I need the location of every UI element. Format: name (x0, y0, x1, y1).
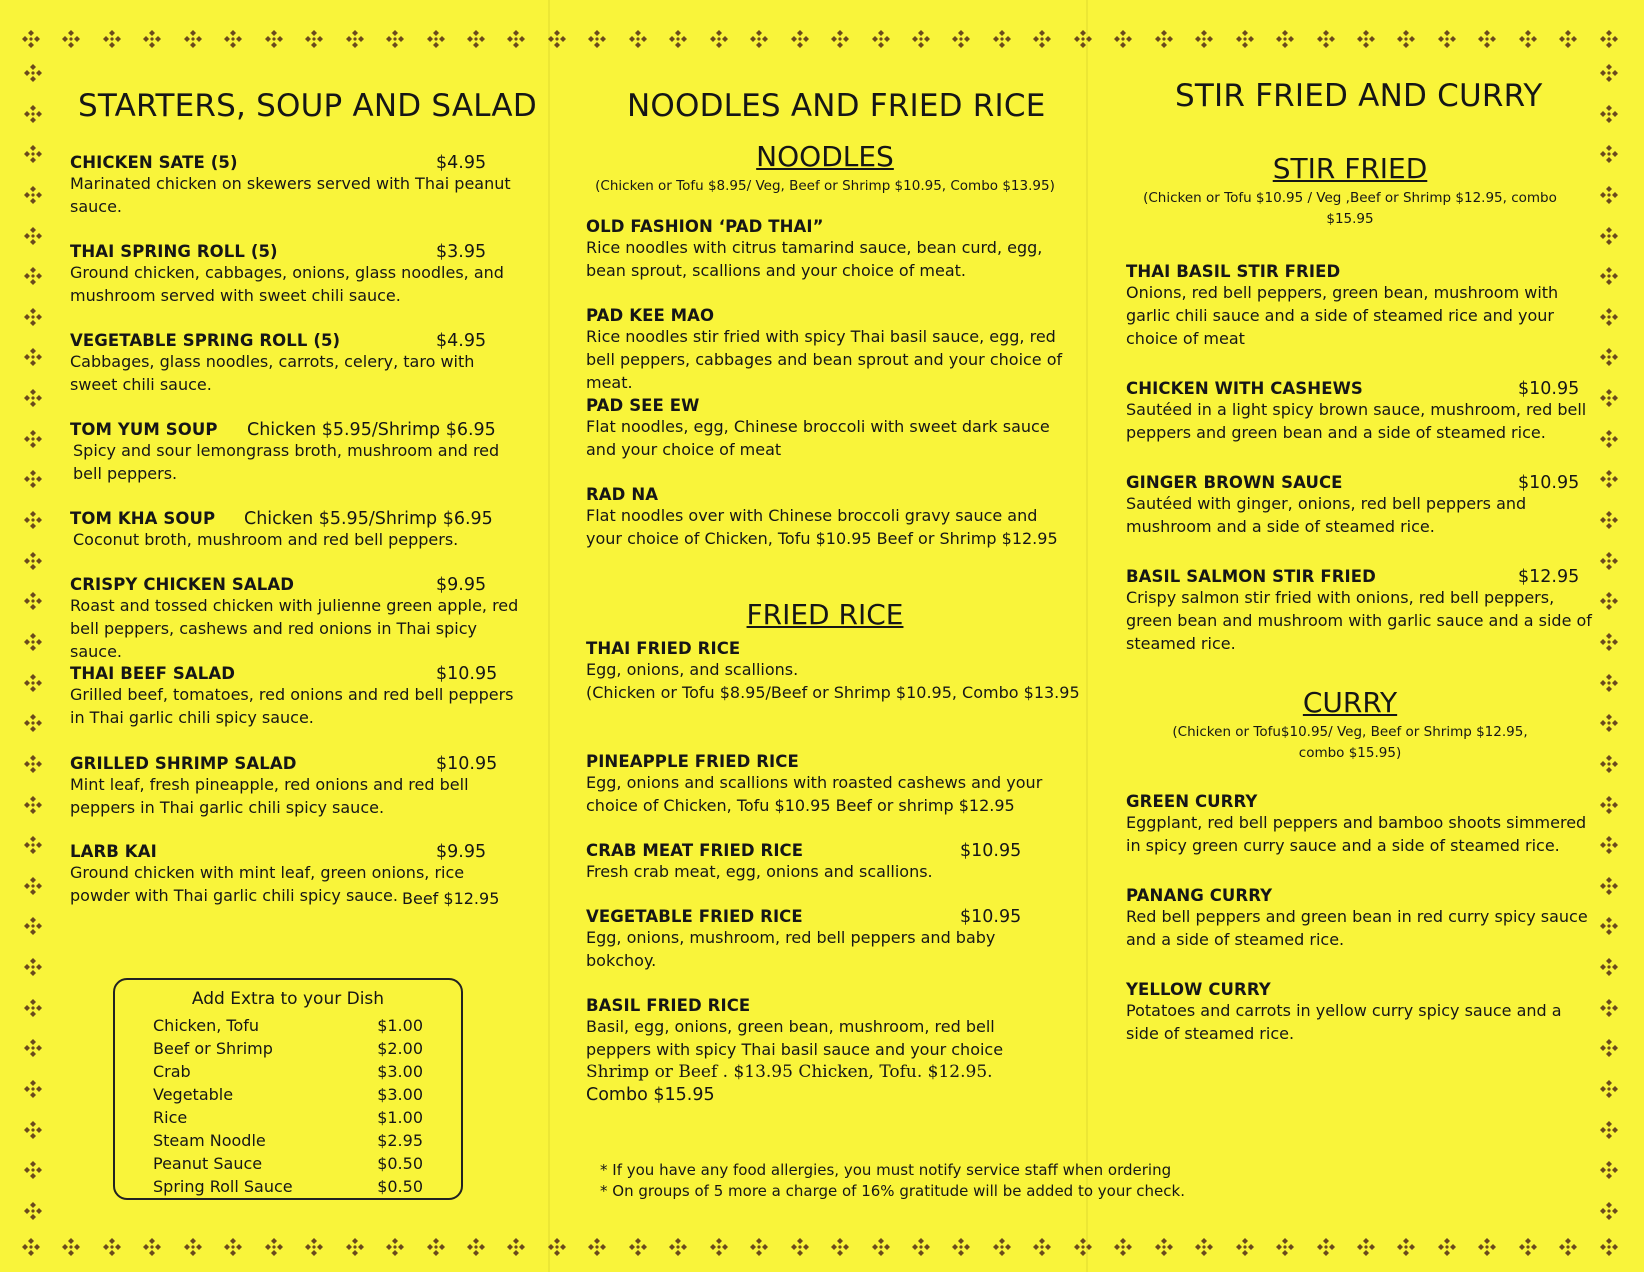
item-name: THAI SPRING ROLL (5) (70, 242, 278, 261)
diamond-cluster-icon (22, 62, 44, 84)
diamond-cluster-icon (22, 1119, 44, 1141)
item-description: Rice noodles stir fried with spicy Thai basil sauce, egg, red bell peppers, cabbages and bean sprout and your choice of meat. (586, 327, 1063, 392)
diamond-cluster-icon (22, 753, 44, 775)
item-name: LARB KAI (70, 842, 157, 861)
diamond-cluster-icon (1598, 28, 1620, 50)
menu-item (586, 217, 1066, 282)
diamond-cluster-icon (425, 1236, 447, 1258)
diamond-cluster-icon (101, 1236, 123, 1258)
diamond-cluster-icon (22, 225, 44, 247)
diamond-cluster-icon (182, 1236, 204, 1258)
diamond-cluster-icon (425, 28, 447, 50)
diamond-cluster-icon (667, 28, 689, 50)
extra-name: Chicken, Tofu (153, 1016, 260, 1035)
item-description: Fresh crab meat, egg, onions and scallions. (586, 862, 933, 881)
diamond-cluster-icon (991, 1236, 1013, 1258)
extra-row (153, 1129, 423, 1152)
diamond-cluster-icon (586, 28, 608, 50)
item-description: Mint leaf, fresh pineapple, red onions and red bell peppers in Thai garlic chili spicy sauce. (70, 775, 469, 817)
curry-price-note: (Chicken or Tofu$10.95/ Veg, Beef or Shrimp $12.95, combo $15.95) (1172, 724, 1528, 761)
menu-item (70, 575, 520, 663)
extra-name: Steam Noodle (153, 1131, 266, 1150)
diamond-cluster-icon (627, 28, 649, 50)
diamond-cluster-icon (1112, 1236, 1134, 1258)
extra-name: Crab (153, 1062, 191, 1081)
diamond-cluster-icon (708, 28, 730, 50)
diamond-cluster-icon (22, 265, 44, 287)
menu-item (586, 485, 1066, 550)
diamond-cluster-icon (22, 590, 44, 612)
item-description: Egg, onions, and scallions. (586, 660, 799, 679)
menu-item (70, 842, 530, 907)
diamond-cluster-icon (1072, 1236, 1094, 1258)
diamond-cluster-icon (182, 28, 204, 50)
diamond-cluster-icon (465, 1236, 487, 1258)
diamond-cluster-icon (22, 712, 44, 734)
extra-row (153, 1037, 423, 1060)
gratuity-note: * On groups of 5 more a charge of 16% gratitude will be added to your check. (600, 1182, 1185, 1200)
diamond-cluster-icon (1557, 28, 1579, 50)
diamond-cluster-icon (22, 346, 44, 368)
diamond-cluster-icon (22, 672, 44, 694)
item-name: TOM YUM SOUP (70, 420, 218, 439)
diamond-cluster-icon (22, 428, 44, 450)
diamond-cluster-icon (1395, 1236, 1417, 1258)
diamond-cluster-icon (1598, 590, 1620, 612)
diamond-cluster-icon (1031, 28, 1053, 50)
diamond-cluster-icon (303, 28, 325, 50)
add-extra-title: Add Extra to your Dish (191, 989, 385, 1009)
diamond-cluster-icon (1598, 143, 1620, 165)
menu-item (1126, 567, 1596, 655)
diamond-cluster-icon (384, 28, 406, 50)
diamond-cluster-icon (748, 28, 770, 50)
diamond-cluster-icon (1598, 712, 1620, 734)
item-description: Marinated chicken on skewers served with Thai peanut sauce. (70, 174, 511, 216)
diamond-cluster-icon (1355, 28, 1377, 50)
diamond-cluster-icon (1476, 1236, 1498, 1258)
item-name: CHICKEN SATE (5) (70, 153, 238, 172)
diamond-cluster-icon (1598, 672, 1620, 694)
diamond-cluster-icon (1598, 631, 1620, 653)
item-description: Egg, onions, mushroom, red bell peppers and baby bokchoy. (586, 928, 996, 970)
diamond-cluster-icon (950, 1236, 972, 1258)
item-name: GRILLED SHRIMP SALAD (70, 754, 297, 773)
menu-item (1126, 379, 1596, 444)
extra-price: $3.00 (377, 1085, 423, 1104)
extra-row (153, 1152, 423, 1175)
item-description: Flat noodles, egg, Chinese broccoli with sweet dark sauce and your choice of meat (586, 417, 1050, 459)
diamond-cluster-icon (22, 387, 44, 409)
item-name: YELLOW CURRY (1126, 980, 1271, 999)
extra-name: Rice (153, 1108, 188, 1127)
diamond-cluster-icon (22, 509, 44, 531)
diamond-cluster-icon (22, 1078, 44, 1100)
diamond-cluster-icon (222, 28, 244, 50)
extra-row (153, 1014, 423, 1037)
diamond-cluster-icon (22, 915, 44, 937)
extra-name: Vegetable (153, 1085, 234, 1104)
curry-heading: CURRY (1302, 686, 1398, 719)
diamond-cluster-icon (1234, 28, 1256, 50)
extra-price: $3.00 (377, 1062, 423, 1081)
diamond-cluster-icon (1112, 28, 1134, 50)
diamond-cluster-icon (22, 306, 44, 328)
diamond-cluster-icon (20, 1236, 42, 1258)
diamond-cluster-icon (546, 1236, 568, 1258)
diamond-cluster-icon (505, 28, 527, 50)
item-price: $10.95 (1518, 379, 1580, 399)
add-extra-box (113, 978, 463, 1200)
diamond-cluster-icon (1193, 1236, 1215, 1258)
menu-item (586, 306, 1066, 394)
menu-item (586, 996, 1046, 1107)
extra-row (153, 1175, 423, 1198)
diamond-cluster-icon (1598, 387, 1620, 409)
diamond-cluster-icon (950, 28, 972, 50)
extra-price: $0.50 (377, 1177, 423, 1196)
item-description: Sautéed in a light spicy brown sauce, mushroom, red bell peppers and green bean and a side of steamed rice. (1126, 400, 1587, 442)
diamond-cluster-icon (1153, 1236, 1175, 1258)
diamond-cluster-icon (60, 1236, 82, 1258)
diamond-cluster-icon (505, 1236, 527, 1258)
menu-item (586, 396, 1066, 461)
item-description: Crispy salmon stir fried with onions, red bell peppers, green bean and mushroom with garlic sauce and a side of steamed rice. (1126, 588, 1592, 653)
item-price: $3.95 (436, 242, 487, 262)
diamond-cluster-icon (303, 1236, 325, 1258)
item-name: BASIL SALMON STIR FRIED (1126, 567, 1376, 586)
extra-price: $0.50 (377, 1154, 423, 1173)
diamond-cluster-icon (1598, 468, 1620, 490)
diamond-cluster-icon (22, 468, 44, 490)
diamond-cluster-icon (1598, 1119, 1620, 1141)
diamond-cluster-icon (222, 1236, 244, 1258)
item-name: PANANG CURRY (1126, 886, 1273, 905)
item-name: PAD KEE MAO (586, 306, 715, 325)
item-price: $9.95 (436, 575, 487, 595)
item-price: $10.95 (436, 754, 498, 774)
diamond-cluster-icon (1234, 1236, 1256, 1258)
diamond-cluster-icon (22, 1159, 44, 1181)
stir-curry-title: STIR FRIED AND CURRY (1175, 78, 1543, 114)
diamond-cluster-icon (101, 28, 123, 50)
diamond-cluster-icon (1517, 28, 1539, 50)
item-name: THAI BASIL STIR FRIED (1126, 262, 1341, 281)
diamond-cluster-icon (1315, 1236, 1337, 1258)
item-description: Sautéed with ginger, onions, red bell peppers and mushroom and a side of steamed rice. (1126, 494, 1527, 536)
item-name: CRISPY CHICKEN SALAD (70, 575, 295, 594)
diamond-cluster-icon (60, 28, 82, 50)
extra-price: $1.00 (377, 1016, 423, 1035)
menu-item (70, 242, 510, 307)
diamond-cluster-icon (1598, 875, 1620, 897)
starters-title: STARTERS, SOUP AND SALAD (78, 88, 537, 124)
diamond-cluster-icon (22, 1200, 44, 1222)
diamond-cluster-icon (22, 997, 44, 1019)
diamond-cluster-icon (1598, 62, 1620, 84)
extra-name: Beef or Shrimp (153, 1039, 273, 1058)
diamond-cluster-icon (667, 1236, 689, 1258)
diamond-cluster-icon (1598, 753, 1620, 775)
item-price: $12.95 (1518, 567, 1580, 587)
item-name: VEGETABLE FRIED RICE (586, 907, 803, 926)
item-name: VEGETABLE SPRING ROLL (5) (70, 331, 341, 350)
diamond-cluster-icon (1598, 956, 1620, 978)
diamond-cluster-icon (263, 1236, 285, 1258)
diamond-cluster-icon (748, 1236, 770, 1258)
diamond-cluster-icon (1315, 28, 1337, 50)
item-price: $10.95 (960, 841, 1022, 861)
diamond-cluster-icon (22, 103, 44, 125)
diamond-cluster-icon (1598, 225, 1620, 247)
item-name: CRAB MEAT FRIED RICE (586, 841, 804, 860)
diamond-cluster-icon (1598, 306, 1620, 328)
item-description: Red bell peppers and green bean in red curry spicy sauce and a side of steamed rice. (1126, 907, 1588, 949)
item-description: Rice noodles with citrus tamarind sauce, bean curd, egg, bean sprout, scallions and your choice of meat. (586, 238, 1043, 280)
extra-price: $2.95 (377, 1131, 423, 1150)
diamond-cluster-icon (1193, 28, 1215, 50)
item-description: Spicy and sour lemongrass broth, mushroom and red bell peppers. (73, 441, 500, 483)
item-extra-price: Beef $12.95 (402, 889, 500, 908)
item-name: OLD FASHION ‘PAD THAI” (586, 217, 824, 236)
diamond-cluster-icon (1598, 915, 1620, 937)
noodles-heading: NOODLES (756, 140, 894, 173)
diamond-cluster-icon (1598, 184, 1620, 206)
diamond-cluster-icon (22, 143, 44, 165)
extra-name: Spring Roll Sauce (153, 1177, 293, 1196)
item-name: THAI BEEF SALAD (70, 664, 235, 683)
menu-item (70, 420, 520, 485)
item-description: Coconut broth, mushroom and red bell peppers. (73, 530, 459, 549)
diamond-cluster-icon (20, 28, 42, 50)
diamond-cluster-icon (22, 631, 44, 653)
item-name: PINEAPPLE FRIED RICE (586, 752, 799, 771)
extra-name: Peanut Sauce (153, 1154, 263, 1173)
item-description: Ground chicken with mint leaf, green onions, rice powder with Thai garlic chili spicy sauce. (70, 863, 465, 905)
diamond-cluster-icon (263, 28, 285, 50)
ornament-border-bottom (20, 1236, 1620, 1260)
item-combo-price: Combo $15.95 (586, 1085, 715, 1105)
diamond-cluster-icon (1598, 794, 1620, 816)
item-description: Flat noodles over with Chinese broccoli gravy sauce and your choice of Chicken, Tofu $10.95 Beef or Shrimp $12.95 (586, 506, 1058, 548)
item-name: THAI FRIED RICE (586, 639, 741, 658)
diamond-cluster-icon (789, 1236, 811, 1258)
noodles-price-note: (Chicken or Tofu $8.95/ Veg, Beef or Shrimp $10.95, Combo $13.95) (595, 178, 1055, 194)
diamond-cluster-icon (22, 184, 44, 206)
menu-item (70, 509, 520, 551)
item-price: $10.95 (436, 664, 498, 684)
diamond-cluster-icon (1395, 28, 1417, 50)
extra-price: $1.00 (377, 1108, 423, 1127)
diamond-cluster-icon (829, 1236, 851, 1258)
diamond-cluster-icon (1598, 265, 1620, 287)
diamond-cluster-icon (384, 1236, 406, 1258)
diamond-cluster-icon (1274, 1236, 1296, 1258)
diamond-cluster-icon (870, 28, 892, 50)
item-price: Chicken $5.95/Shrimp $6.95 (244, 509, 493, 529)
diamond-cluster-icon (22, 550, 44, 572)
ornament-border-right (1598, 62, 1622, 1222)
diamond-cluster-icon (22, 875, 44, 897)
item-price: $10.95 (1518, 473, 1580, 493)
item-description: Cabbages, glass noodles, carrots, celery, taro with sweet chili sauce. (70, 352, 475, 394)
diamond-cluster-icon (1598, 1078, 1620, 1100)
diamond-cluster-icon (344, 1236, 366, 1258)
menu-item (1126, 980, 1596, 1045)
extra-row (153, 1083, 423, 1106)
menu-item (1126, 262, 1596, 350)
diamond-cluster-icon (22, 794, 44, 816)
diamond-cluster-icon (1072, 28, 1094, 50)
item-description: Onions, red bell peppers, green bean, mushroom with garlic chili sauce and a side of steamed rice and your choice of meat (1126, 283, 1559, 348)
item-description: Eggplant, red bell peppers and bamboo shoots simmered in spicy green curry sauce and a side of steamed rice. (1126, 813, 1587, 855)
noodles-rice-title: NOODLES AND FRIED RICE (627, 88, 1046, 124)
menu-item (586, 907, 1066, 972)
allergy-note: * If you have any food allergies, you must notify service staff when ordering (600, 1161, 1172, 1179)
menu-item (586, 841, 1066, 883)
diamond-cluster-icon (910, 1236, 932, 1258)
menu-item (70, 331, 520, 396)
item-name: GREEN CURRY (1126, 792, 1258, 811)
menu-item (70, 664, 520, 729)
diamond-cluster-icon (1153, 28, 1175, 50)
diamond-cluster-icon (1274, 28, 1296, 50)
diamond-cluster-icon (829, 28, 851, 50)
item-price-note: Shrimp or Beef . $13.95 Chicken, Tofu. $12.95. (586, 1062, 993, 1082)
diamond-cluster-icon (1557, 1236, 1579, 1258)
diamond-cluster-icon (1031, 1236, 1053, 1258)
diamond-cluster-icon (991, 28, 1013, 50)
item-description: Ground chicken, cabbages, onions, glass noodles, and mushroom served with sweet chili sauce. (70, 263, 504, 305)
extra-row (153, 1060, 423, 1083)
item-price-note: (Chicken or Tofu $8.95/Beef or Shrimp $10.95, Combo $13.95 (586, 683, 1080, 702)
diamond-cluster-icon (546, 28, 568, 50)
extra-price: $2.00 (377, 1039, 423, 1058)
diamond-cluster-icon (708, 1236, 730, 1258)
diamond-cluster-icon (1598, 428, 1620, 450)
item-description: Potatoes and carrots in yellow curry spicy sauce and a side of steamed rice. (1126, 1001, 1562, 1043)
diamond-cluster-icon (22, 956, 44, 978)
add-extra-list (153, 1014, 423, 1198)
diamond-cluster-icon (22, 1037, 44, 1059)
fold-line-right (1086, 0, 1088, 1272)
menu-item (70, 754, 530, 819)
menu-item (1126, 886, 1596, 951)
diamond-cluster-icon (22, 834, 44, 856)
item-price: $10.95 (960, 907, 1022, 927)
menu-item (70, 153, 520, 218)
diamond-cluster-icon (1598, 103, 1620, 125)
item-price: $4.95 (436, 331, 487, 351)
diamond-cluster-icon (1598, 997, 1620, 1019)
diamond-cluster-icon (789, 28, 811, 50)
item-name: RAD NA (586, 485, 659, 504)
diamond-cluster-icon (1598, 1037, 1620, 1059)
diamond-cluster-icon (1436, 1236, 1458, 1258)
diamond-cluster-icon (910, 28, 932, 50)
item-name: TOM KHA SOUP (70, 509, 216, 528)
fold-line-left (548, 0, 550, 1272)
stir-fried-heading: STIR FRIED (1272, 152, 1428, 185)
diamond-cluster-icon (1598, 1159, 1620, 1181)
diamond-cluster-icon (1598, 550, 1620, 572)
menu-item (586, 639, 1080, 704)
item-name: BASIL FRIED RICE (586, 996, 751, 1015)
ornament-border-top (20, 28, 1620, 52)
menu-item (586, 752, 1056, 817)
diamond-cluster-icon (1476, 28, 1498, 50)
menu-item (1126, 792, 1596, 857)
item-description: Grilled beef, tomatoes, red onions and red bell peppers in Thai garlic chili spicy sauce. (70, 685, 514, 727)
stir-fried-price-note: (Chicken or Tofu $10.95 / Veg ,Beef or Shrimp $12.95, combo $15.95 (1143, 190, 1557, 227)
diamond-cluster-icon (141, 28, 163, 50)
diamond-cluster-icon (1598, 1236, 1620, 1258)
diamond-cluster-icon (586, 1236, 608, 1258)
diamond-cluster-icon (1355, 1236, 1377, 1258)
diamond-cluster-icon (870, 1236, 892, 1258)
footer-notes (600, 1160, 1185, 1202)
diamond-cluster-icon (344, 28, 366, 50)
item-name: CHICKEN WITH CASHEWS (1126, 379, 1363, 398)
diamond-cluster-icon (1517, 1236, 1539, 1258)
diamond-cluster-icon (627, 1236, 649, 1258)
item-price: $9.95 (436, 842, 487, 862)
diamond-cluster-icon (1598, 509, 1620, 531)
extra-row (153, 1106, 423, 1129)
menu-item (1126, 473, 1596, 538)
item-price: $4.95 (436, 153, 487, 173)
diamond-cluster-icon (141, 1236, 163, 1258)
diamond-cluster-icon (1436, 28, 1458, 50)
item-name: GINGER BROWN SAUCE (1126, 473, 1343, 492)
item-name: PAD SEE EW (586, 396, 700, 415)
diamond-cluster-icon (1598, 1200, 1620, 1222)
fried-rice-heading: FRIED RICE (746, 598, 904, 631)
diamond-cluster-icon (1598, 346, 1620, 368)
item-description: Basil, egg, onions, green bean, mushroom, red bell peppers with spicy Thai basil sauce and your choice (586, 1017, 1004, 1059)
diamond-cluster-icon (1598, 834, 1620, 856)
item-price: Chicken $5.95/Shrimp $6.95 (247, 420, 496, 440)
item-description: Roast and tossed chicken with julienne green apple, red bell peppers, cashews and red onions in Thai spicy sauce. (70, 596, 519, 661)
diamond-cluster-icon (465, 28, 487, 50)
item-description: Egg, onions and scallions with roasted cashews and your choice of Chicken, Tofu $10.95 Beef or shrimp $12.95 (586, 773, 1043, 815)
ornament-border-left (22, 62, 46, 1222)
